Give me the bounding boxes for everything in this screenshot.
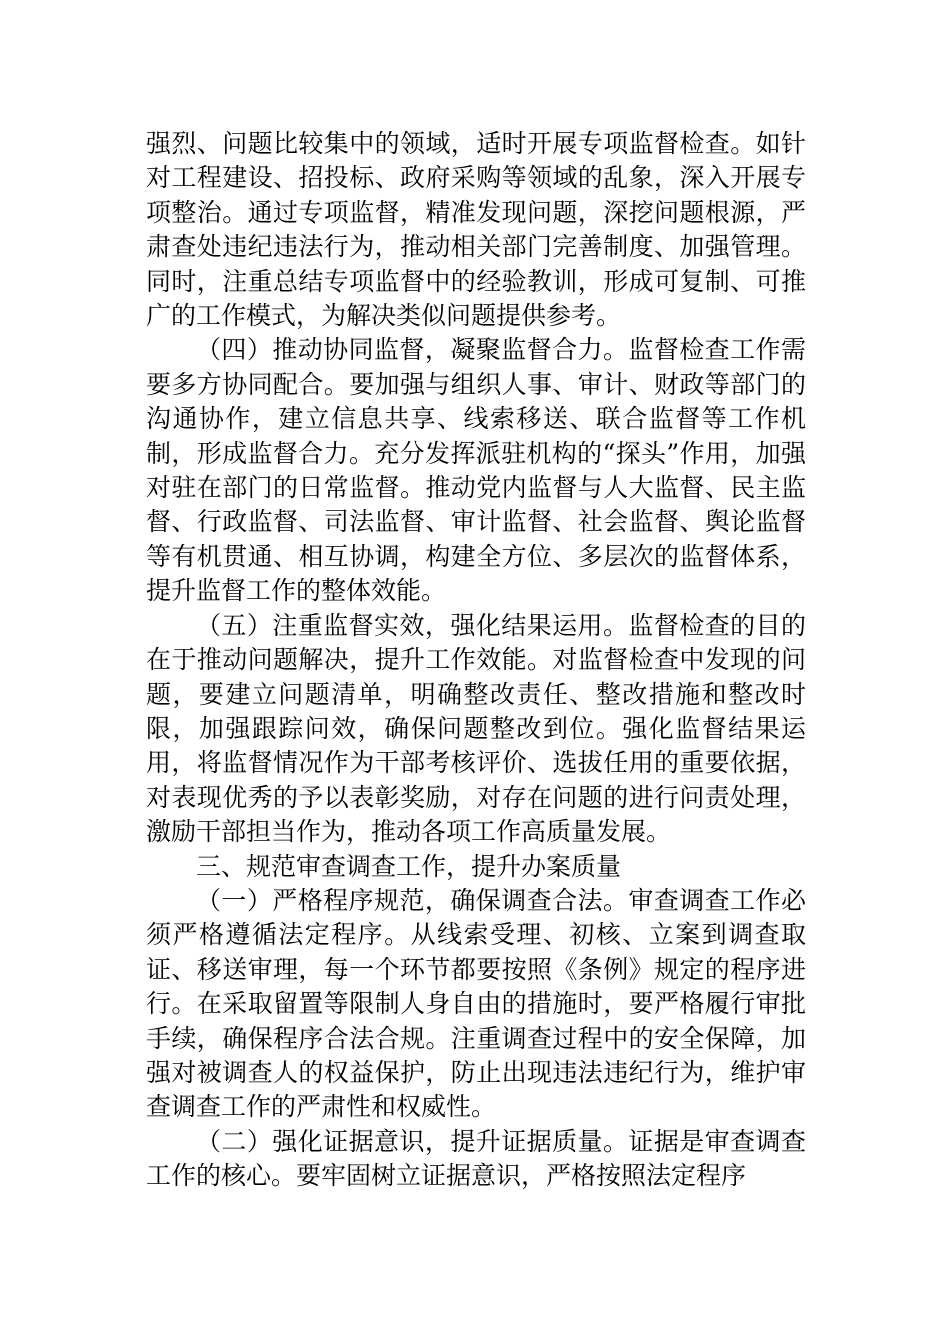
document-body: [146, 127, 806, 1194]
paragraph-special-supervision-continued: 强烈、问题比较集中的领域，适时开展专项监督检查。如针对工程建设、招投标、政府采购等领域的乱象，深入开展专项整治。通过专项监督，精准发现问题，深挖问题根源，严肃查处违纪违法行为，推动相关部门完善制度、加强管理。同时，注重总结专项监督中的经验教训，形成可复制、可推广的工作模式，为解决类似问题提供参考。: [146, 129, 806, 331]
paragraph-supervision-effectiveness: （五）注重监督实效，强化结果运用。监督检查的目的在于推动问题解决，提升工作效能。对监督检查中发现的问题，要建立问题清单，明确整改责任、整改措施和整改时限，加强跟踪问效，确保问题整改到位。强化监督结果运用，将监督情况作为干部考核评价、选拔任用的重要依据，对表现优秀的予以表彰奖励，对存在问题的进行问责处理，激励干部担当作为，推动各项工作高质量发展。: [146, 610, 806, 847]
section-heading-three: 三、规范审查调查工作，提升办案质量: [196, 851, 622, 881]
paragraph-evidence-awareness: （二）强化证据意识，提升证据质量。证据是审查调查工作的核心。要牢固树立证据意识，严格按照法定程序: [146, 1126, 806, 1191]
paragraph-strict-procedure: （一）严格程序规范，确保调查合法。审查调查工作必须严格遵循法定程序。从线索受理、初核、立案到调查取证、移送审理，每一个环节都要按照《条例》规定的程序进行。在采取留置等限制人身自由的措施时，要严格履行审批手续，确保程序合法合规。注重调查过程中的安全保障，加强对被调查人的权益保护，防止出现违法违纪行为，维护审查调查工作的严肃性和权威性。: [146, 885, 806, 1122]
paragraph-collaborative-supervision: （四）推动协同监督，凝聚监督合力。监督检查工作需要多方协同配合。要加强与组织人事、审计、财政等部门的沟通协作，建立信息共享、线索移送、联合监督等工作机制，形成监督合力。充分发挥派驻机构的“探头”作用，加强对驻在部门的日常监督。推动党内监督与人大监督、民主监督、行政监督、司法监督、审计监督、社会监督、舆论监督等有机贯通、相互协调，构建全方位、多层次的监督体系，提升监督工作的整体效能。: [146, 335, 806, 606]
